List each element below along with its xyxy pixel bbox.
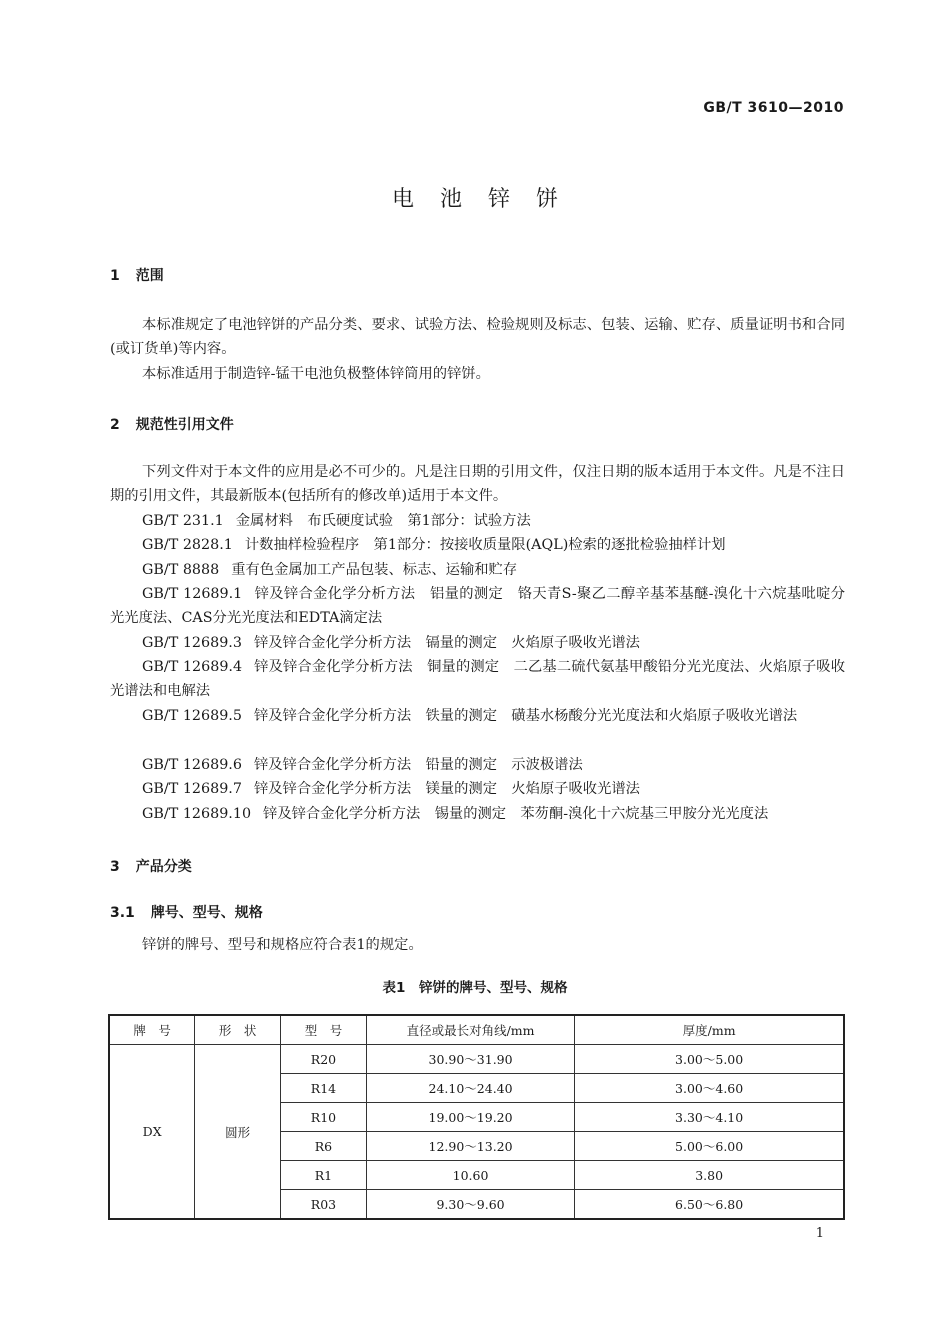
page-number: 1 (815, 1226, 824, 1241)
reference-item (110, 655, 845, 704)
section-1-heading (110, 265, 164, 285)
thickness-cell: 3.30～4.10 (575, 1103, 844, 1132)
section-title: 规范性引用文件 (135, 417, 234, 433)
reference-title: 计数抽样检验程序 第1部分：按接收质量限(AQL)检索的逐批检验抽样计划 (244, 537, 726, 553)
section-title: 产品分类 (135, 859, 192, 875)
shape-cell: 圆形 (195, 1045, 281, 1220)
reference-title: 锌及锌合金化学分析方法 铜量的测定 二乙基二硫代氨基甲酸铅分光光度法、火焰原子吸收光谱法和电解法 (110, 659, 845, 700)
thickness-cell: 3.00～4.60 (575, 1074, 844, 1103)
section-number: 1 (110, 268, 120, 284)
section-number: 3 (110, 859, 120, 875)
section-title: 范围 (135, 268, 164, 284)
reference-title: 金属材料 布氏硬度试验 第1部分：试验方法 (235, 513, 531, 529)
reference-item (110, 704, 845, 728)
reference-item (110, 533, 845, 557)
header-model: 型 号 (281, 1015, 367, 1045)
model-cell: R20 (281, 1045, 367, 1074)
reference-code: GB/T 8888 (142, 562, 220, 578)
diameter-cell: 9.30～9.60 (366, 1190, 574, 1220)
diameter-cell: 30.90～31.90 (366, 1045, 574, 1074)
table-row (109, 1045, 844, 1074)
header-diameter: 直径或最长对角线/mm (366, 1015, 574, 1045)
reference-title: 锌及锌合金化学分析方法 锡量的测定 苯芴酮-溴化十六烷基三甲胺分光光度法 (263, 806, 769, 822)
reference-item (110, 631, 845, 655)
model-cell: R1 (281, 1161, 367, 1190)
thickness-cell: 6.50～6.80 (575, 1190, 844, 1220)
thickness-cell: 5.00～6.00 (575, 1132, 844, 1161)
reference-item (110, 509, 845, 533)
section-2-heading (110, 414, 234, 434)
reference-code: GB/T 12689.3 (142, 635, 242, 651)
diameter-cell: 10.60 (366, 1161, 574, 1190)
grade-cell: DX (109, 1045, 195, 1220)
reference-title: 锌及锌合金化学分析方法 铁量的测定 磺基水杨酸分光光度法和火焰原子吸收光谱法 (253, 708, 798, 724)
section-title: 牌号、型号、规格 (150, 905, 263, 921)
table-reference-paragraph: 锌饼的牌号、型号和规格应符合表1的规定。 (142, 937, 423, 953)
scope-paragraph-2: 本标准适用于制造锌-锰干电池负极整体锌筒用的锌饼。 (142, 366, 490, 382)
thickness-cell: 3.80 (575, 1161, 844, 1190)
reference-code: GB/T 12689.1 (142, 586, 243, 602)
reference-title: 锌及锌合金化学分析方法 铅量的测定 示波极谱法 (253, 757, 583, 773)
model-cell: R03 (281, 1190, 367, 1220)
model-cell: R14 (281, 1074, 367, 1103)
reference-code: GB/T 231.1 (142, 513, 224, 529)
reference-item (110, 802, 845, 826)
reference-code: GB/T 12689.5 (142, 708, 242, 724)
reference-code: GB/T 2828.1 (142, 537, 233, 553)
section-number: 3.1 (110, 905, 135, 921)
header-grade: 牌 号 (109, 1015, 195, 1045)
reference-item (110, 753, 845, 777)
reference-code: GB/T 12689.7 (142, 781, 242, 797)
references-intro: 下列文件对于本文件的应用是必不可少的。凡是注日期的引用文件，仅注日期的版本适用于本文件。凡是不注日期的引用文件，其最新版本(包括所有的修改单)适用于本文件。 (110, 464, 845, 505)
reference-title: 重有色金属加工产品包装、标志、运输和贮存 (231, 562, 518, 578)
scope-paragraph-1: 本标准规定了电池锌饼的产品分类、要求、试验方法、检验规则及标志、包装、运输、贮存、质量证明书和合同(或订货单)等内容。 (110, 317, 845, 358)
diameter-cell: 24.10～24.40 (366, 1074, 574, 1103)
header-shape: 形 状 (195, 1015, 281, 1045)
reference-title: 锌及锌合金化学分析方法 铝量的测定 铬天青S-聚乙二醇辛基苯基醚-溴化十六烷基吡啶分光光度法、CAS分光光度法和EDTA滴定法 (110, 586, 845, 627)
model-cell: R10 (281, 1103, 367, 1132)
document-title: 电池锌饼 (391, 187, 584, 212)
reference-item (110, 558, 845, 582)
reference-code: GB/T 12689.6 (142, 757, 242, 773)
model-cell: R6 (281, 1132, 367, 1161)
reference-item (110, 582, 845, 631)
section-3-1-heading (110, 902, 263, 922)
reference-title: 锌及锌合金化学分析方法 镉量的测定 火焰原子吸收光谱法 (253, 635, 640, 651)
table-header-row (109, 1015, 844, 1045)
reference-title: 锌及锌合金化学分析方法 镁量的测定 火焰原子吸收光谱法 (253, 781, 640, 797)
thickness-cell: 3.00～5.00 (575, 1045, 844, 1074)
section-number: 2 (110, 417, 120, 433)
reference-item (110, 777, 845, 801)
diameter-cell: 12.90～13.20 (366, 1132, 574, 1161)
standard-number: GB/T 3610—2010 (703, 100, 844, 116)
diameter-cell: 19.00～19.20 (366, 1103, 574, 1132)
reference-code: GB/T 12689.10 (142, 806, 252, 822)
spec-table (108, 1014, 845, 1220)
section-3-heading (110, 856, 192, 876)
reference-code: GB/T 12689.4 (142, 659, 243, 675)
header-thickness: 厚度/mm (575, 1015, 844, 1045)
table-caption: 表1 锌饼的牌号、型号、规格 (382, 980, 568, 996)
